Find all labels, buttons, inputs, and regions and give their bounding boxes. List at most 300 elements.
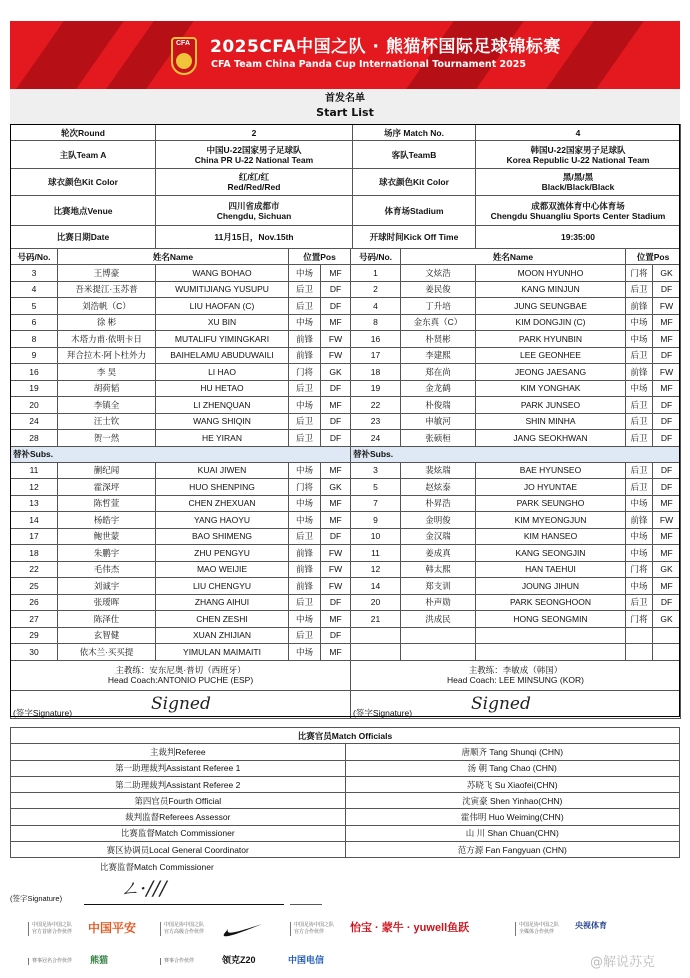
position-en: MF [321,495,351,512]
player-name-cn: 洪成民 [401,611,476,628]
player-number: 19 [351,380,401,397]
position-en: FW [321,331,351,348]
player-name-cn: 玄智健 [58,627,156,644]
position-cn: 后卫 [626,594,653,611]
player-row [11,281,351,298]
player-name-en: ZHU PENGYU [156,545,289,562]
official-row [11,809,680,825]
player-row [11,430,351,447]
no-header: 号码/No. [351,249,401,265]
commissioner-signature-label: (签字Signature) [10,894,63,903]
position-cn: 中场 [626,528,653,545]
official-name: 范方源 Fan Fangyuan (CHN) [345,842,680,858]
player-number: 3 [351,462,401,479]
venue-label: 比赛地点Venue [11,196,156,226]
kit-a-value: 红/红/红 Red/Red/Red [156,169,353,196]
position-cn: 中场 [289,611,321,628]
player-name-cn: 赵炫泰 [401,479,476,496]
player-row [351,364,681,381]
player-name-en: JANG SEOKHWAN [476,430,626,447]
player-name-cn: 金汉瑞 [401,528,476,545]
player-number: 16 [11,364,58,381]
player-name-cn: 王博豪 [58,265,156,282]
player-name-en: YIMULAN MAIMAITI [156,644,289,661]
position-en: FW [321,578,351,595]
player-name-cn: 金龙鹤 [401,380,476,397]
player-name-cn: 徐 彬 [58,314,156,331]
position-en: MF [653,380,681,397]
position-en: MF [321,644,351,661]
position-cn: 中场 [289,265,321,282]
position-cn: 中场 [626,545,653,562]
position-en: FW [653,364,681,381]
position-cn: 中场 [289,397,321,414]
player-name-en: LIU CHENGYU [156,578,289,595]
player-row [11,479,351,496]
player-name-cn: 霍深坪 [58,479,156,496]
position-cn: 后卫 [626,281,653,298]
player-name-en: LIU HAOFAN (C) [156,298,289,315]
player-number: 29 [11,627,58,644]
coach-signature: Signed [471,693,531,714]
title-cn: 首发名单 [325,93,365,104]
player-row [351,265,681,282]
player-number: 23 [351,413,401,430]
position-cn: 前锋 [626,364,653,381]
player-row [11,578,351,595]
player-row [351,314,681,331]
banner-subtitle: CFA Team China Panda Cup International Tournament 2025 [211,59,526,70]
official-role: 主裁判Referee [11,744,346,760]
team-a-value: 中国U-22国家男子足球队 China PR U-22 National Team [156,141,353,169]
team-b-label: 客队TeamB [353,141,476,169]
player-number: 11 [351,545,401,562]
position-en: FW [653,298,681,315]
position-en: MF [321,265,351,282]
official-name: 唐顺齐 Tang Shunqi (CHN) [345,744,680,760]
position-en: DF [653,281,681,298]
player-name-cn: 丁升培 [401,298,476,315]
player-number: 4 [11,281,58,298]
position-cn: 前锋 [289,561,321,578]
official-role: 赛区协调员Local General Coordinator [11,842,346,858]
player-row [11,627,351,644]
player-name-cn: 依木兰·买买提 [58,644,156,661]
player-name-en: KIM HANSEO [476,528,626,545]
officials-title: 比赛官员Match Officials [11,728,680,744]
position-cn: 前锋 [626,512,653,529]
sponsor-logo: 怡宝 · 蒙牛 · yuwell鱼跃 [350,922,470,934]
official-name: 山 川 Shan Chuan(CHN) [345,825,680,841]
player-number: 26 [11,594,58,611]
position-en: DF [653,462,681,479]
player-name-en: MOON HYUNHO [476,265,626,282]
position-en: MF [321,512,351,529]
kit-b-value: 黑/黑/黑 Black/Black/Black [476,169,681,196]
player-number: 18 [11,545,58,562]
date-label: 比赛日期Date [11,226,156,249]
player-row [351,347,681,364]
player-name-en: KIM DONGJIN (C) [476,314,626,331]
signature-cell [11,690,351,718]
player-name-cn [401,644,476,661]
official-row [11,744,680,760]
player-row [11,413,351,430]
player-row [351,462,681,479]
team-a-label: 主队Team A [11,141,156,169]
player-name-en: HE YIRAN [156,430,289,447]
player-name-cn: 申敏河 [401,413,476,430]
player-number: 22 [351,397,401,414]
player-number [351,627,401,644]
player-number: 17 [351,347,401,364]
player-number: 20 [351,594,401,611]
sponsor-label: 赛事合作伙伴 [160,958,194,965]
player-row [11,331,351,348]
player-name-cn: 朴俊瑞 [401,397,476,414]
player-name-cn: 汪士钦 [58,413,156,430]
player-number: 5 [11,298,58,315]
player-row [11,611,351,628]
position-cn: 后卫 [289,627,321,644]
player-number: 12 [351,561,401,578]
player-number [351,644,401,661]
position-cn: 后卫 [626,413,653,430]
player-name-en: PARK HYUNBIN [476,331,626,348]
position-en: DF [321,430,351,447]
player-name-en: WUMITIJIANG YUSUPU [156,281,289,298]
player-row [11,347,351,364]
sponsor-label: 中国足协中国之队 官方合作伙伴 [290,922,334,936]
signature-label: (签字Signature) [13,707,73,718]
player-name-en: ZHANG AIHUI [156,594,289,611]
sponsor-logo: 央视体育 [575,921,607,930]
kit-a-label: 球衣颜色Kit Color [11,169,156,196]
player-name-en: KIM MYEONGJUN [476,512,626,529]
position-en [653,644,681,661]
player-name-en: LEE GEONHEE [476,347,626,364]
position-cn: 中场 [626,380,653,397]
player-number: 28 [11,430,58,447]
commissioner-signature: ㄥ·/// [120,876,167,900]
player-name-en: CHEN ZHEXUAN [156,495,289,512]
position-cn: 门将 [626,265,653,282]
player-name-en: BAE HYUNSEO [476,462,626,479]
official-name: 沈寅豪 Shen Yinhao(CHN) [345,793,680,809]
player-name-en: XUAN ZHIJIAN [156,627,289,644]
position-cn: 中场 [289,314,321,331]
position-en: DF [653,413,681,430]
position-cn: 中场 [289,462,321,479]
position-en: MF [653,528,681,545]
player-number: 7 [351,495,401,512]
position-en: GK [653,561,681,578]
player-name-cn: 吾米提江·玉苏普 [58,281,156,298]
position-en: MF [653,495,681,512]
official-role: 第二助理裁判Assistant Referee 2 [11,776,346,792]
player-name-en: MUTALIFU YIMINGKARI [156,331,289,348]
player-number: 24 [11,413,58,430]
player-row [11,561,351,578]
stadium-label: 体育场Stadium [353,196,476,226]
team-b-roster [350,248,681,719]
player-name-en: KUAI JIWEN [156,462,289,479]
official-name: 汤 朝 Tang Chao (CHN) [345,760,680,776]
official-row [11,793,680,809]
sponsor-logo: 中国平安 [88,921,137,935]
player-name-en: WANG BOHAO [156,265,289,282]
position-cn: 门将 [289,364,321,381]
official-row [11,760,680,776]
player-number: 10 [351,528,401,545]
player-number: 9 [11,347,58,364]
player-row [11,462,351,479]
position-en: DF [653,430,681,447]
player-number: 22 [11,561,58,578]
position-en: DF [653,479,681,496]
player-row [11,495,351,512]
player-name-en: HU HETAO [156,380,289,397]
player-row [351,380,681,397]
position-cn: 后卫 [626,347,653,364]
position-en: MF [321,397,351,414]
player-row [11,397,351,414]
position-en: FW [321,561,351,578]
official-role: 第四官员Fourth Official [11,793,346,809]
kickoff-label: 开球时间Kick Off Time [353,226,476,249]
player-number: 5 [351,479,401,496]
player-number: 30 [11,644,58,661]
player-name-cn: 李镇全 [58,397,156,414]
player-row [351,627,681,644]
position-en: DF [321,594,351,611]
player-name-cn: 朴昇浩 [401,495,476,512]
official-role: 比赛监督Match Commissioner [11,825,346,841]
player-name-cn: 姜成真 [401,545,476,562]
no-header: 号码/No. [11,249,58,265]
head-coach: 主教练：安东尼奥·普切（西班牙） Head Coach:ANTONIO PUCHE (ESP) [11,660,351,690]
player-row [351,611,681,628]
player-name-en: KANG SEONGJIN [476,545,626,562]
position-cn: 中场 [626,314,653,331]
position-cn: 中场 [289,644,321,661]
position-cn: 后卫 [289,594,321,611]
title-en: Start List [316,106,374,119]
player-name-en: BAIHELAMU ABUDUWAILI [156,347,289,364]
player-row [351,545,681,562]
player-name-cn: 李建熙 [401,347,476,364]
player-row [351,528,681,545]
sponsor-logo: 中国电信 [288,955,325,965]
player-name-en [476,644,626,661]
player-number: 4 [351,298,401,315]
position-en: DF [653,347,681,364]
round-value: 2 [156,125,353,141]
position-en: DF [321,627,351,644]
player-row [351,281,681,298]
position-cn: 中场 [626,331,653,348]
team-a-roster [10,248,351,719]
player-name-en: JUNG SEUNGBAE [476,298,626,315]
position-cn: 前锋 [289,578,321,595]
official-name: 霍伟明 Huo Weiming(CHN) [345,809,680,825]
player-row [351,397,681,414]
player-name-en [476,627,626,644]
player-name-en: JO HYUNTAE [476,479,626,496]
kickoff-value: 19:35:00 [476,226,681,249]
player-name-en: KIM YONGHAK [476,380,626,397]
player-name-cn: 朴声勋 [401,594,476,611]
position-cn: 后卫 [626,430,653,447]
position-cn [626,627,653,644]
sponsor-label: 赛事冠名合作伙伴 [28,958,72,965]
player-name-cn: 张硕桓 [401,430,476,447]
player-row [351,561,681,578]
position-cn: 后卫 [626,462,653,479]
player-name-en: MAO WEIJIE [156,561,289,578]
player-name-cn: 拜合拉木·阿卜杜外力 [58,347,156,364]
player-name-en: HONG SEONGMIN [476,611,626,628]
position-en: MF [653,578,681,595]
player-number: 13 [11,495,58,512]
player-name-en: PARK SEONGHOON [476,594,626,611]
player-name-cn: 刘诚宇 [58,578,156,595]
position-en [653,627,681,644]
player-name-cn: 李 昊 [58,364,156,381]
pos-header: 位置Pos [289,249,351,265]
player-name-cn: 裴炫瑞 [401,462,476,479]
player-number: 25 [11,578,58,595]
player-row [351,594,681,611]
position-cn: 前锋 [289,347,321,364]
official-name: 苏晓飞 Su Xiaofei(CHN) [345,776,680,792]
position-cn [626,644,653,661]
position-cn: 中场 [626,495,653,512]
player-name-en: HUO SHENPING [156,479,289,496]
sponsor-logo: 熊猫 [90,955,109,965]
position-cn: 后卫 [289,430,321,447]
position-cn: 中场 [626,578,653,595]
player-number: 20 [11,397,58,414]
official-row [11,776,680,792]
position-cn: 后卫 [289,281,321,298]
player-row [351,298,681,315]
venue-value: 四川省成都市 Chengdu, Sichuan [156,196,353,226]
official-role: 裁判监督Referees Assessor [11,809,346,825]
subs-header: 替补Subs. [351,446,681,462]
position-en: GK [653,611,681,628]
player-name-en: JOUNG JIHUN [476,578,626,595]
position-en: GK [321,364,351,381]
position-en: DF [653,594,681,611]
player-name-en: WANG SHIQIN [156,413,289,430]
sponsor-label: 中国足协中国之队 官方高级合作伙伴 [160,922,204,936]
position-cn: 后卫 [289,528,321,545]
team-b-value: 韩国U-22国家男子足球队 Korea Republic U-22 National Team [476,141,681,169]
signature-label: (签字Signature) [353,707,413,718]
position-en: FW [653,512,681,529]
roster-header [11,249,351,265]
player-row [11,265,351,282]
player-number: 14 [351,578,401,595]
match-officials-table [10,727,680,858]
position-en: MF [321,462,351,479]
pos-header: 位置Pos [626,249,681,265]
player-row [351,512,681,529]
position-en: DF [321,413,351,430]
player-number: 19 [11,380,58,397]
player-row [11,644,351,661]
player-name-en: KANG MINJUN [476,281,626,298]
player-name-en: YANG HAOYU [156,512,289,529]
position-en: DF [653,397,681,414]
player-row [351,644,681,661]
position-en: FW [321,545,351,562]
player-number: 14 [11,512,58,529]
player-number: 3 [11,265,58,282]
player-number: 16 [351,331,401,348]
position-cn: 门将 [626,561,653,578]
position-en: FW [321,347,351,364]
player-row [351,331,681,348]
position-en: DF [321,298,351,315]
player-name-cn: 鲍世蒙 [58,528,156,545]
position-cn: 后卫 [626,479,653,496]
player-row [11,364,351,381]
player-name-cn: 杨皓宇 [58,512,156,529]
position-en: MF [653,314,681,331]
start-list-heading [10,89,680,124]
player-row [11,594,351,611]
player-name-en: JEONG JAESANG [476,364,626,381]
subs-header: 替补Subs. [11,446,351,462]
player-number: 24 [351,430,401,447]
position-en: DF [321,528,351,545]
sponsor-label: 中国足协中国之队 官方首席合作伙伴 [28,922,72,936]
roster-header [351,249,681,265]
signature-cell [351,690,681,718]
position-cn: 门将 [289,479,321,496]
position-en: MF [321,314,351,331]
player-row [11,528,351,545]
official-row [11,842,680,858]
player-name-cn [401,627,476,644]
round-label: 轮次Round [11,125,156,141]
player-row [11,298,351,315]
player-name-en: SHIN MINHA [476,413,626,430]
head-coach: 主教练：李敏成（韩国） Head Coach: LEE MINSUNG (KOR) [351,660,681,690]
official-role: 第一助理裁判Assistant Referee 1 [11,760,346,776]
player-number: 18 [351,364,401,381]
position-cn: 前锋 [626,298,653,315]
player-name-cn: 刘浩帆（C） [58,298,156,315]
player-name-cn: 郑在尚 [401,364,476,381]
name-header: 姓名Name [401,249,626,265]
player-row [11,512,351,529]
position-en: MF [653,331,681,348]
position-cn: 前锋 [289,331,321,348]
player-name-en: LI ZHENQUAN [156,397,289,414]
player-name-cn: 郑支训 [401,578,476,595]
banner-title: 2025CFA中国之队 · 熊猫杯国际足球锦标赛 [210,37,561,57]
player-name-cn: 张瑷晖 [58,594,156,611]
sponsor-label: 中国足协中国之队 全媒体合作伙伴 [515,922,559,936]
player-name-cn: 文炫浩 [401,265,476,282]
tournament-banner [10,21,680,89]
position-cn: 前锋 [289,545,321,562]
player-row [351,413,681,430]
player-number: 21 [351,611,401,628]
